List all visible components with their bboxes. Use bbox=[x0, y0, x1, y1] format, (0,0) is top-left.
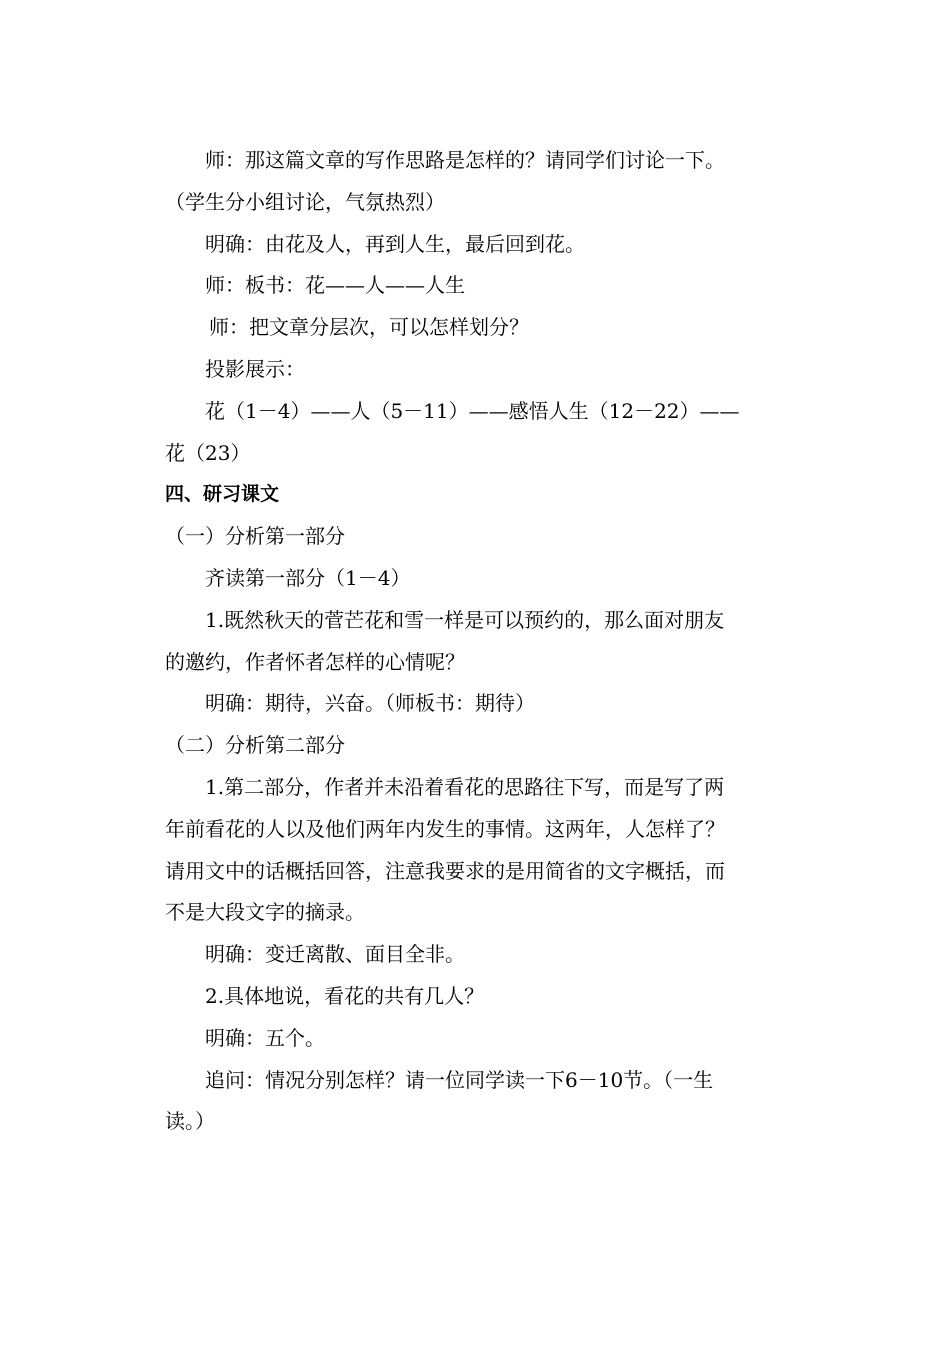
paragraph-line: 的邀约，作者怀者怎样的心情呢？ bbox=[165, 649, 465, 674]
paragraph-line: 请用文中的话概括回答，注意我要求的是用简省的文字概括，而 bbox=[165, 858, 725, 883]
paragraph-line: 1.第二部分，作者并未沿着看花的思路往下写，而是写了两 bbox=[205, 774, 725, 799]
paragraph-line: 明确：五个。 bbox=[205, 1025, 325, 1050]
paragraph-line: 不是大段文字的摘录。 bbox=[165, 900, 365, 925]
paragraph-line: 明确：期待，兴奋。（师板书：期待） bbox=[205, 691, 535, 716]
paragraph-line: 1.既然秋天的菅芒花和雪一样是可以预约的，那么面对朋友 bbox=[205, 607, 725, 632]
paragraph-line: 明确：由花及人，再到人生，最后回到花。 bbox=[205, 231, 585, 256]
paragraph-line: 追问：情况分别怎样？请一位同学读一下6－10节。（一生 bbox=[205, 1067, 714, 1092]
paragraph-line: 2.具体地说，看花的共有几人？ bbox=[205, 983, 485, 1008]
subsection-heading: （二）分析第二部分 bbox=[165, 733, 345, 758]
paragraph-line: 齐读第一部分（1－4） bbox=[205, 565, 411, 590]
paragraph-line: 花（1－4）——人（5－11）——感悟人生（12－22）—— bbox=[205, 398, 740, 423]
paragraph-line: （学生分小组讨论，气氛热烈） bbox=[165, 189, 445, 214]
section-heading: 四、研习课文 bbox=[165, 483, 280, 506]
paragraph-line: 读。） bbox=[165, 1109, 215, 1134]
paragraph-line: 师：把文章分层次，可以怎样划分？ bbox=[209, 315, 529, 340]
paragraph-line: 年前看花的人以及他们两年内发生的事情。这两年，人怎样了？ bbox=[165, 816, 725, 841]
paragraph-line: 投影展示： bbox=[205, 356, 305, 381]
paragraph-line: 明确：变迁离散、面目全非。 bbox=[205, 942, 465, 967]
subsection-heading: （一）分析第一部分 bbox=[165, 524, 345, 549]
paragraph-line: 花（23） bbox=[165, 440, 251, 465]
lesson-text bbox=[165, 140, 795, 1143]
paragraph-line: 师：板书：花——人——人生 bbox=[205, 273, 465, 298]
paragraph-line: 师：那这篇文章的写作思路是怎样的？请同学们讨论一下。 bbox=[205, 148, 725, 172]
